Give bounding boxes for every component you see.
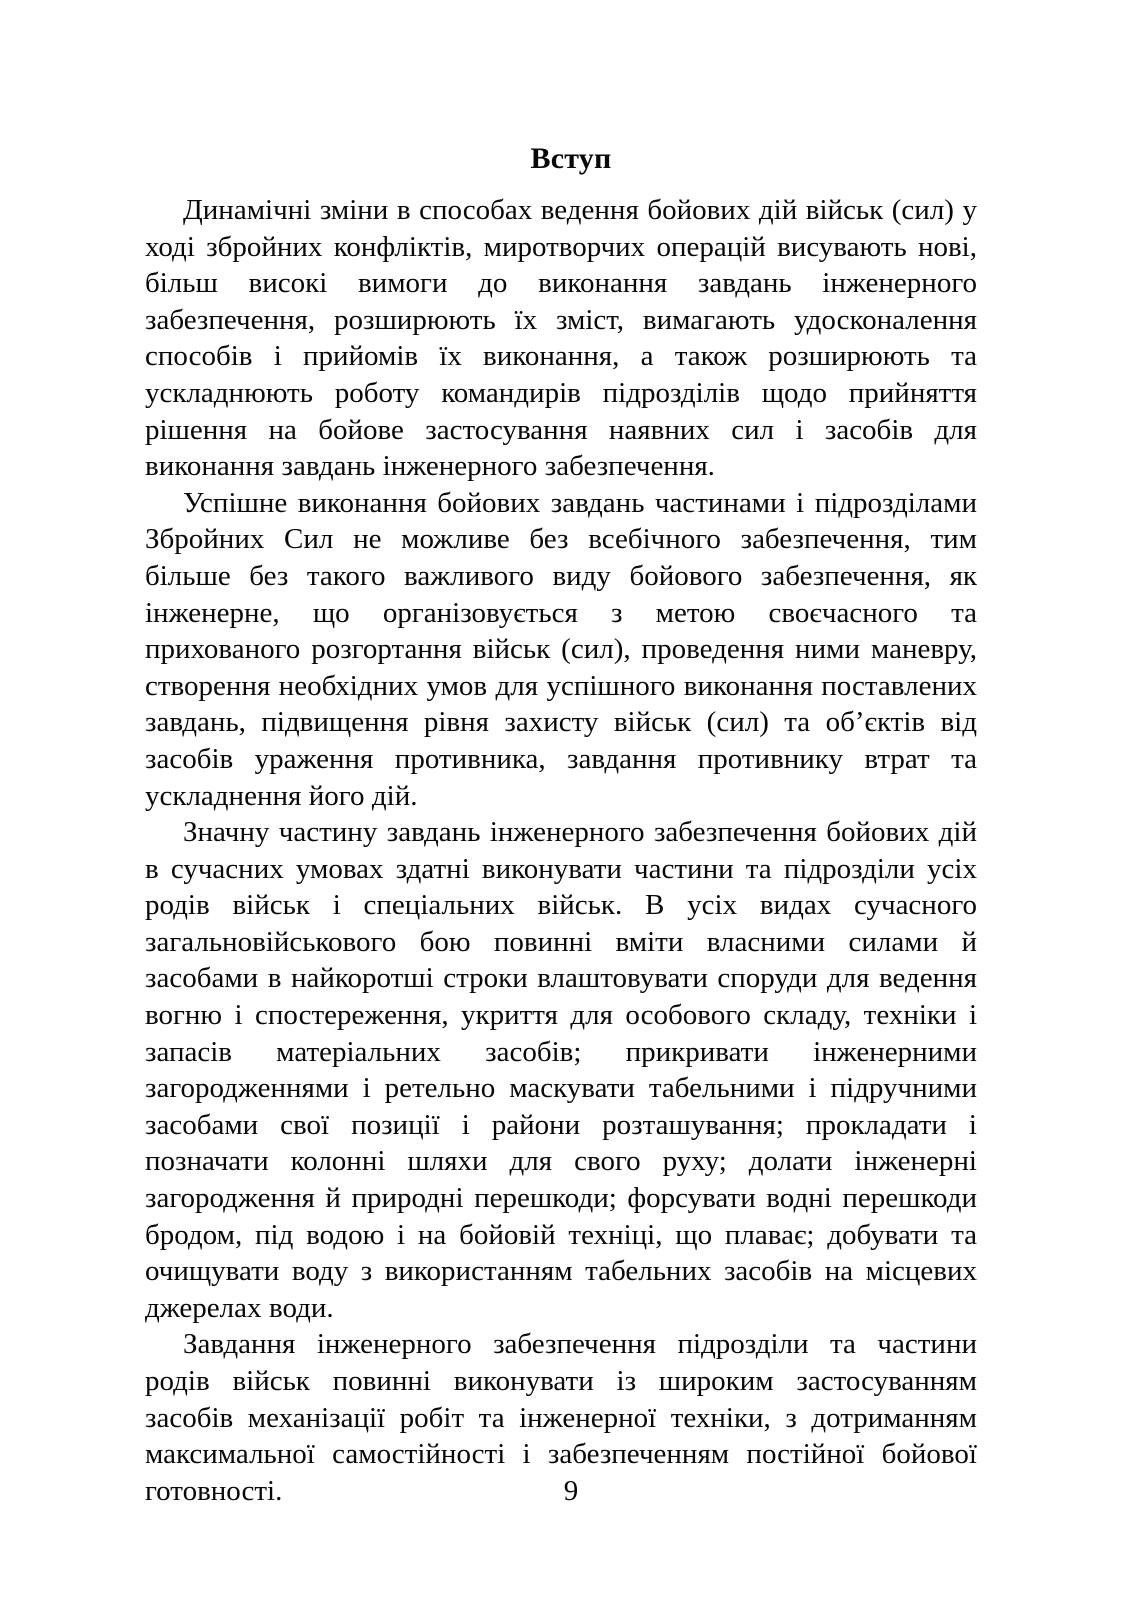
paragraph-2: Успішне виконання бойових завдань частинами і підрозділами Збройних Сил не можливе без всебічного забезпечення, тим більше без такого важливого виду бойового забезпечення, як інженерне, що організовується з метою своєчасного та прихованого розгортання військ (сил), проведення ними маневру, створення необхідних умов для успішного виконання поставлених завдань, підвищення рівня захисту військ (сил) та об’єктів від засобів ураження противника, завдання противнику втрат та ускладнення його дій. <box>145 486 977 812</box>
paragraph-3: Значну частину завдань інженерного забезпечення бойових дій в сучасних умовах здатні виконувати частини та підрозділи усіх родів військ і спеціальних військ. В усіх видах сучасного загальновійськового бою повинні вміти власними силами й засобами в найкоротші строки влаштовувати споруди для ведення вогню і спостереження, укриття для особового складу, техніки і запасів матеріальних засобів; прикривати інженерними загородженнями і ретельно маскувати табельними і підручними засобами свої позиції і райони розташування; прокладати і позначати колонні шляхи для свого руху; долати інженерні загородження й природні перешкоди; форсувати водні перешкоди бродом, під водою і на бойовій техніці, що плаває; добувати та очищувати воду з використанням табельних засобів на місцевих джерелах води. <box>145 816 977 1324</box>
paragraph-1: Динамічні зміни в способах ведення бойових дій військ (сил) у ході збройних конфліктів, миротворчих операцій висувають нові, більш високі вимоги до виконання завдань інженерного забезпечення, розширюють їх зміст, вимагають удосконалення способів і прийомів їх виконання, а також розширюють та ускладнюють роботу командирів підрозділів щодо прийняття рішення на бойове застосування наявних сил і засобів для виконання завдань інженерного забезпечення. <box>145 194 977 483</box>
body-text-block <box>145 192 977 1509</box>
page-number: 9 <box>563 1475 579 1507</box>
paragraph-4: Завдання інженерного забезпечення підрозділи та частини родів військ повинні виконувати із широким застосуванням засобів механізації робіт та інженерної техніки, з дотриманням максимальної самостійності і забезпеченням постійної бойової готовності. <box>145 1328 977 1507</box>
page-title: Вступ <box>530 142 612 176</box>
